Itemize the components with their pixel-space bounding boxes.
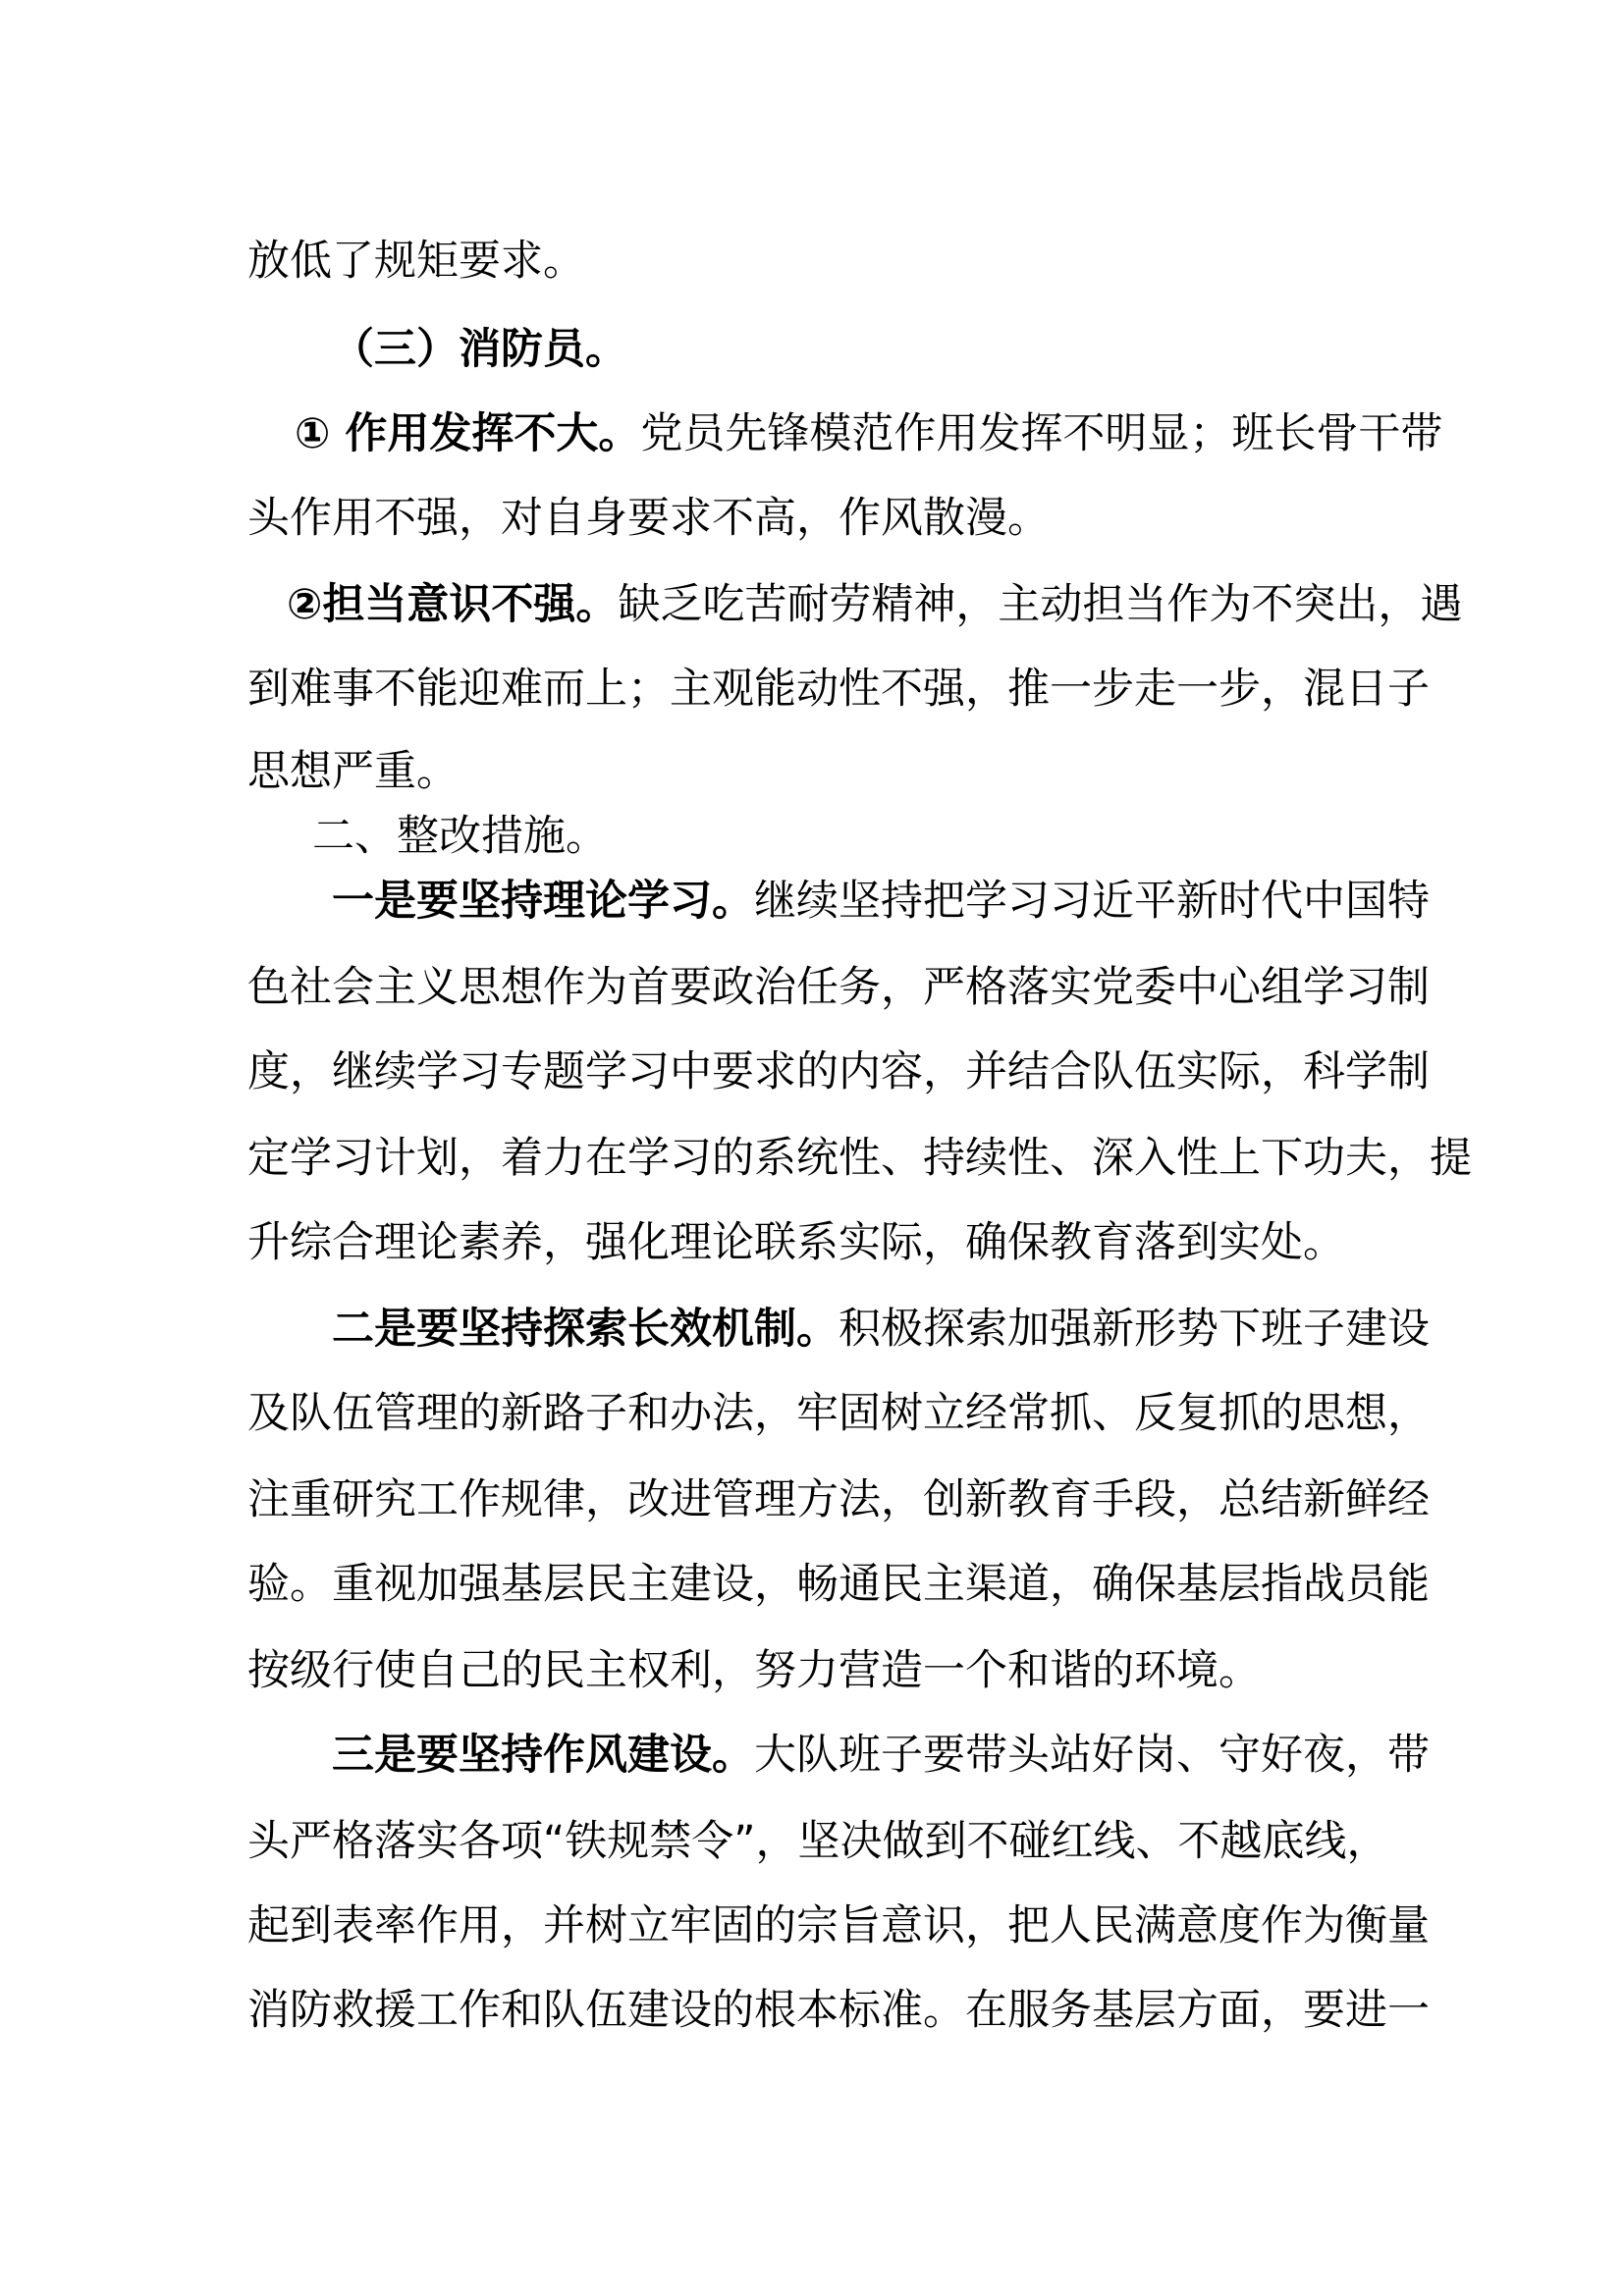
body-line xyxy=(247,1213,1345,1272)
text-run: 缺乏吃苦耐劳精神，主动担当作为不突出，遇 xyxy=(618,580,1463,629)
section-heading xyxy=(312,807,608,866)
text-run: 验。重视加强基层民主建设，畅通民主渠道，确保基层指战员能 xyxy=(247,1560,1430,1609)
text-run: 按级行使自己的民主权利，努力营造一个和谐的环境。 xyxy=(247,1646,1261,1695)
text-run: 注重研究工作规律，改进管理方法，创新教育手段，总结新鲜经 xyxy=(247,1475,1430,1524)
bold-lead: ① 作用发挥不大。 xyxy=(295,409,641,458)
text-run: 党员先锋模范作用发挥不明显；班长骨干带 xyxy=(640,409,1443,458)
body-line xyxy=(247,1812,1389,1871)
body-line xyxy=(247,1470,1430,1529)
body-line xyxy=(247,742,459,801)
heading-text: 二、整改措施。 xyxy=(312,812,608,861)
bold-lead: 三是要坚持作风建设。 xyxy=(332,1731,754,1780)
body-line xyxy=(247,232,585,291)
body-line xyxy=(247,1129,1472,1188)
body-line xyxy=(247,1042,1430,1101)
text-run: 放低了规矩要求。 xyxy=(247,237,585,286)
body-line xyxy=(247,958,1430,1017)
heading-text: （三）消防员。 xyxy=(332,325,627,374)
text-run: 头作用不强，对自身要求不高，作风散漫。 xyxy=(247,494,1050,543)
body-line xyxy=(247,489,1050,548)
text-run: 及队伍管理的新路子和办法，牢固树立经常抓、反复抓的思想， xyxy=(247,1389,1430,1438)
body-line xyxy=(247,1896,1430,1955)
text-run: 到难事不能迎难而上；主观能动性不强，推一步走一步，混日子 xyxy=(247,665,1430,714)
text-run: 继续坚持把学习习近平新时代中国特 xyxy=(754,877,1430,926)
text-run: 思想严重。 xyxy=(247,747,459,796)
section-heading xyxy=(332,320,627,379)
bold-lead: ②担当意识不强。 xyxy=(287,580,619,629)
body-line xyxy=(332,1726,1430,1785)
body-line xyxy=(295,404,1443,463)
bold-lead: 一是要坚持理论学习。 xyxy=(332,877,754,926)
text-run: 度，继续学习专题学习中要求的内容，并结合队伍实际，科学制 xyxy=(247,1047,1430,1096)
text-run: 定学习计划，着力在学习的系统性、持续性、深入性上下功夫，提 xyxy=(247,1134,1472,1183)
text-run: 大队班子要带头站好岗、守好夜，带 xyxy=(754,1731,1430,1780)
bold-lead: 二是要坚持探索长效机制。 xyxy=(332,1305,839,1354)
text-run: 起到表率作用，并树立牢固的宗旨意识，把人民满意度作为衡量 xyxy=(247,1901,1430,1950)
body-line xyxy=(332,1300,1430,1359)
text-run: 积极探索加强新形势下班子建设 xyxy=(839,1305,1430,1354)
body-line xyxy=(247,1555,1430,1614)
body-line xyxy=(332,872,1430,931)
body-line xyxy=(247,660,1430,719)
body-line xyxy=(247,1641,1261,1700)
text-run: 色社会主义思想作为首要政治任务，严格落实党委中心组学习制 xyxy=(247,963,1430,1012)
body-line xyxy=(287,575,1463,634)
body-line xyxy=(247,1981,1430,2040)
body-line xyxy=(247,1384,1430,1443)
text-run: 头严格落实各项“铁规禁令”，坚决做到不碰红线、不越底线， xyxy=(247,1817,1389,1866)
text-run: 消防救援工作和队伍建设的根本标准。在服务基层方面，要进一 xyxy=(247,1986,1430,2035)
text-run: 升综合理论素养，强化理论联系实际，确保教育落到实处。 xyxy=(247,1218,1345,1267)
